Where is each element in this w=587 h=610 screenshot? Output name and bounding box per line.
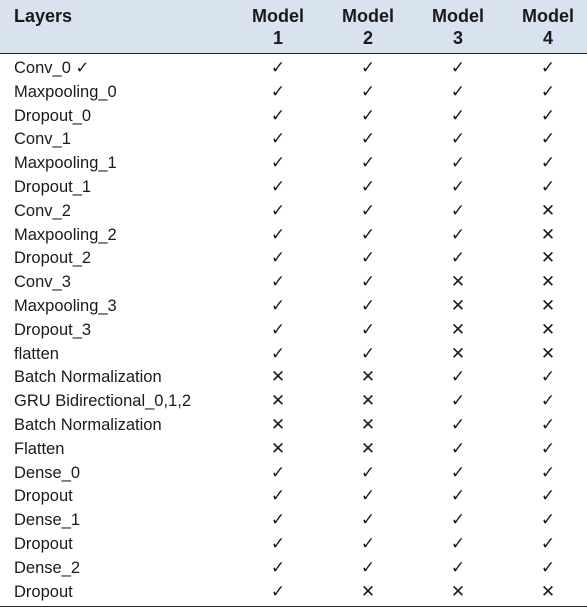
header-layers: Layers [14, 6, 73, 26]
check-icon: ✓ [360, 319, 376, 340]
layer-name: Dense_2 [14, 558, 81, 577]
cross-icon: ✕ [270, 367, 286, 388]
check-icon: ✓ [360, 129, 376, 150]
cross-icon: ✕ [450, 319, 466, 340]
check-icon: ✓ [270, 224, 286, 245]
cross-icon: ✕ [360, 438, 376, 459]
layer-name: Dropout_2 [14, 249, 92, 268]
cross-icon: ✕ [270, 414, 286, 435]
table-row [0, 533, 587, 557]
layer-name: Conv_0 ✓ [14, 59, 90, 77]
check-icon: ✓ [270, 486, 286, 507]
check-icon: ✓ [270, 581, 286, 602]
layer-name: Batch Normalization [14, 368, 162, 387]
layer-name: Dropout [14, 487, 73, 506]
check-icon: ✓ [540, 533, 556, 554]
header-model-2 [340, 5, 396, 49]
check-icon: ✓ [270, 343, 286, 364]
check-icon: ✓ [270, 557, 286, 578]
check-icon: ✓ [450, 486, 466, 507]
check-icon: ✓ [540, 367, 556, 388]
header-model-1-line1: Model [252, 6, 304, 26]
layer-name: Dense_0 [14, 463, 81, 482]
cross-icon: ✕ [360, 367, 376, 388]
layer-name: Dropout_0 [14, 106, 92, 125]
cross-icon: ✕ [540, 581, 556, 602]
cross-icon: ✕ [450, 295, 466, 316]
table-row [0, 81, 587, 105]
check-icon: ✓ [360, 176, 376, 197]
check-icon: ✓ [540, 486, 556, 507]
check-icon: ✓ [360, 224, 376, 245]
check-icon: ✓ [450, 200, 466, 221]
cross-icon: ✕ [450, 343, 466, 364]
header-model-4 [520, 5, 576, 49]
table-row [0, 462, 587, 486]
check-icon: ✓ [270, 153, 286, 174]
table-row [0, 224, 587, 248]
check-icon: ✓ [450, 438, 466, 459]
table-row [0, 557, 587, 581]
check-icon: ✓ [540, 391, 556, 412]
layer-name: Dropout_1 [14, 177, 92, 196]
check-icon: ✓ [270, 510, 286, 531]
table-row [0, 152, 587, 176]
bottom-rule [0, 606, 587, 607]
check-icon: ✓ [360, 248, 376, 269]
check-icon: ✓ [270, 533, 286, 554]
check-icon: ✓ [450, 557, 466, 578]
layer-name: flatten [14, 344, 59, 363]
check-icon: ✓ [450, 129, 466, 150]
check-icon: ✓ [450, 391, 466, 412]
check-icon: ✓ [450, 510, 466, 531]
table-row [0, 581, 587, 605]
layer-name: Maxpooling_0 [14, 82, 117, 101]
table-row [0, 200, 587, 224]
check-icon: ✓ [270, 248, 286, 269]
cross-icon: ✕ [270, 391, 286, 412]
check-icon: ✓ [450, 153, 466, 174]
header-model-4-line1: Model [522, 6, 574, 26]
check-icon: ✓ [450, 414, 466, 435]
table-row [0, 390, 587, 414]
check-icon: ✓ [360, 58, 376, 78]
table-row [0, 485, 587, 509]
layer-name: Conv_2 [14, 201, 71, 220]
table-row [0, 128, 587, 152]
check-icon: ✓ [360, 462, 376, 483]
check-icon: ✓ [360, 200, 376, 221]
table-row [0, 271, 587, 295]
table-body [0, 57, 587, 604]
check-icon: ✓ [270, 81, 286, 102]
check-icon: ✓ [450, 533, 466, 554]
check-icon: ✓ [270, 295, 286, 316]
table-row [0, 176, 587, 200]
table-row [0, 295, 587, 319]
layer-name: Flatten [14, 439, 65, 458]
check-icon: ✓ [540, 81, 556, 102]
layer-name: Dropout [14, 534, 73, 553]
check-icon: ✓ [360, 510, 376, 531]
table-header [0, 0, 587, 54]
layer-name: Dense_1 [14, 511, 81, 530]
header-model-3 [430, 5, 486, 49]
table-row [0, 319, 587, 343]
table-row [0, 343, 587, 367]
cross-icon: ✕ [360, 581, 376, 602]
cross-icon: ✕ [270, 438, 286, 459]
table-row [0, 509, 587, 533]
cross-icon: ✕ [540, 200, 556, 221]
layer-name: Batch Normalization [14, 415, 162, 434]
layer-name: GRU Bidirectional_0,1,2 [14, 392, 192, 411]
header-model-1-line2: 1 [272, 28, 283, 48]
check-icon: ✓ [360, 343, 376, 364]
cross-icon: ✕ [540, 319, 556, 340]
header-model-1 [250, 5, 306, 49]
check-icon: ✓ [450, 105, 466, 126]
table-row [0, 366, 587, 390]
check-icon: ✓ [360, 486, 376, 507]
check-icon: ✓ [540, 414, 556, 435]
layer-name: Conv_3 [14, 273, 71, 292]
check-icon: ✓ [450, 176, 466, 197]
check-icon: ✓ [450, 367, 466, 388]
check-icon: ✓ [540, 462, 556, 483]
check-icon: ✓ [270, 462, 286, 483]
header-model-4-line2: 4 [542, 28, 553, 48]
check-icon: ✓ [540, 58, 556, 78]
check-icon: ✓ [540, 557, 556, 578]
check-icon: ✓ [270, 105, 286, 126]
check-icon: ✓ [540, 129, 556, 150]
cross-icon: ✕ [540, 272, 556, 293]
check-icon: ✓ [360, 295, 376, 316]
layer-name: Conv_1 [14, 130, 71, 149]
check-icon: ✓ [450, 58, 466, 78]
cross-icon: ✕ [540, 295, 556, 316]
table-row [0, 438, 587, 462]
check-icon: ✓ [360, 81, 376, 102]
header-model-2-line1: Model [342, 6, 394, 26]
layer-name: Maxpooling_3 [14, 296, 117, 315]
cross-icon: ✕ [540, 343, 556, 364]
check-icon: ✓ [270, 272, 286, 293]
check-icon: ✓ [360, 153, 376, 174]
check-icon: ✓ [450, 462, 466, 483]
check-icon: ✓ [360, 272, 376, 293]
header-model-3-line2: 3 [452, 28, 463, 48]
check-icon: ✓ [270, 319, 286, 340]
check-icon: ✓ [540, 510, 556, 531]
table-row [0, 414, 587, 438]
check-icon: ✓ [450, 81, 466, 102]
cross-icon: ✕ [360, 414, 376, 435]
check-icon: ✓ [360, 557, 376, 578]
table-row [0, 105, 587, 129]
check-icon: ✓ [540, 176, 556, 197]
layer-name: Maxpooling_1 [14, 154, 117, 173]
check-icon: ✓ [270, 58, 286, 78]
check-icon: ✓ [270, 129, 286, 150]
check-icon: ✓ [540, 438, 556, 459]
check-icon: ✓ [360, 533, 376, 554]
cross-icon: ✕ [540, 224, 556, 245]
layer-name: Maxpooling_2 [14, 225, 117, 244]
cross-icon: ✕ [360, 391, 376, 412]
cross-icon: ✕ [450, 581, 466, 602]
layer-name: Dropout [14, 582, 73, 601]
cross-icon: ✕ [540, 248, 556, 269]
layer-name: Dropout_3 [14, 320, 92, 339]
table-row [0, 57, 587, 81]
check-icon: ✓ [540, 105, 556, 126]
header-model-2-line2: 2 [362, 28, 373, 48]
check-icon: ✓ [270, 200, 286, 221]
header-model-3-line1: Model [432, 6, 484, 26]
check-icon: ✓ [450, 224, 466, 245]
check-icon: ✓ [270, 176, 286, 197]
table-row [0, 247, 587, 271]
check-icon: ✓ [360, 105, 376, 126]
check-icon: ✓ [450, 248, 466, 269]
cross-icon: ✕ [450, 272, 466, 293]
check-icon: ✓ [540, 153, 556, 174]
